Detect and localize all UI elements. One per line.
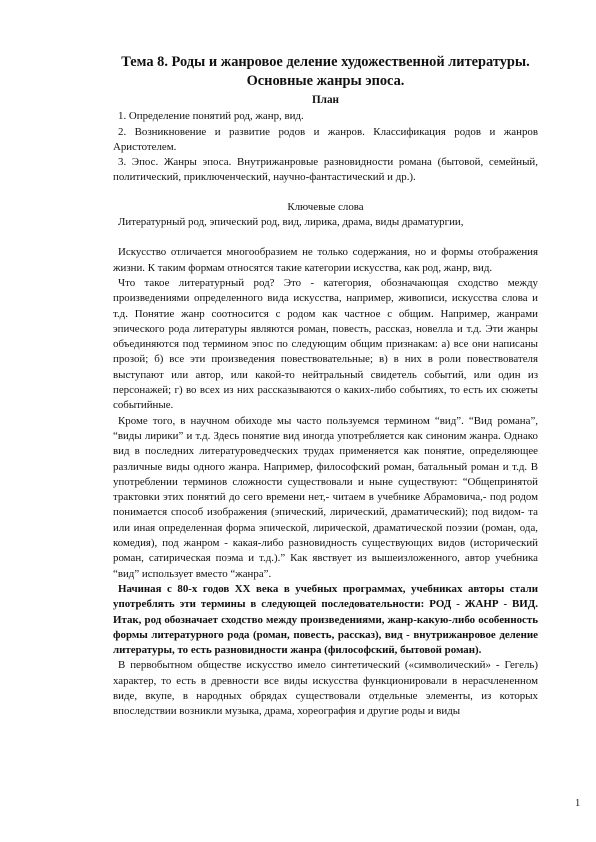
page-number: 1 [575, 798, 581, 809]
spacer [113, 230, 538, 245]
plan-item-2: 2. Возникновение и развитие родов и жанров. Классификация родов и жанров Аристотелем. [113, 125, 538, 153]
plan-item-3: 3. Эпос. Жанры эпоса. Внутрижанровые разновидности романа (бытовой, семейный, политический, приключенческий, научно-фантастический и др.). [113, 156, 538, 184]
title-line-1: Тема 8. Роды и жанровое деление художественной литературы. [121, 54, 530, 70]
plan-item-1: 1. Определение понятий род, жанр, вид. [118, 110, 304, 123]
paragraph-5: В первобытном обществе искусство имело синтетический («символический» - Гегель) характер, то есть в древности все виды искусства функционировали в нерасчлененном виде, вкупе, в народных обрядах существовали отдельные элементы, из которых впоследствии возникли музыка, драма, хореография и другие роды и виды [113, 659, 538, 718]
keywords-text: Литературный род, эпический род, вид, лирика, драма, виды драматургии, [118, 216, 464, 229]
keywords-heading: Ключевые слова [287, 200, 364, 213]
paragraph-3: Кроме того, в научном обиходе мы часто пользуемся термином “вид”. “Вид романа”, “виды лирики” и т.д. Здесь понятие вид иногда употребляется как синоним жанра. Однако вид в последних литературоведческих трудах применяется как понятие, определяющее различные виды одного жанра. Например, философский роман, батальный роман и т.д. В употреблении терминов сложности существовали и ныне существуют: “Общепринятой трактовки этих понятий до сего времени нет,- читаем в учебнике Абрамовича,- под родом понимается способ изображения (эпический, лирический, драматический); под видом- та или иная определенная форма эпической, лирической, драматической поэзии (роман, ода, комедия), под жанром - какая-либо разновидность существующих видов (исторический роман, сатирическая поэма и т.д.).” Как явствует из вышеизложенного, автор учебника “вид” использует вместо “жанра”. [113, 414, 538, 580]
paragraph-4-bold: Начиная с 80-х годов XX века в учебных программах, учебниках авторы стали употреблять эти термины в следующей последовательности: РОД - ЖАНР - ВИД. Итак, род обозначает сходство между произведениями, жанр-какую-либо особенность формы литературного рода (роман, повесть, рассказ), вид - внутрижанровое деление литературы, то есть разновидности жанра (философский, бытовой роман). [113, 582, 538, 657]
plan-heading: План [311, 94, 340, 106]
paragraph-1: Искусство отличается многообразием не только содержания, но и формы отображения жизни. К таким формам относятся такие категории искусства, как род, жанр, вид. [113, 246, 538, 274]
paragraph-2: Что такое литературный род? Это - категория, обозначающая сходство между произведениями определенного вида искусства, например, живописи, искусства слова и т.д. Понятие жанр соотносится с родом как частное с общим. Например, жанрами эпического рода литературы являются роман, повесть, рассказ, новелла и т.д. Эти жанры объединяются под термином эпос по следующим общим признакам: а) все они написаны прозой; б) все эти произведения повествовательные; в) в них в роли повествователя выступают или автор, или какой-то нейтральный свидетель событий, или один из персонажей; г) во всех из них рассказываются о каких-либо событиях, то есть их сюжеты событийные. [113, 276, 538, 412]
page-content [113, 53, 538, 720]
title-line-2: Основные жанры эпоса. [246, 73, 405, 89]
